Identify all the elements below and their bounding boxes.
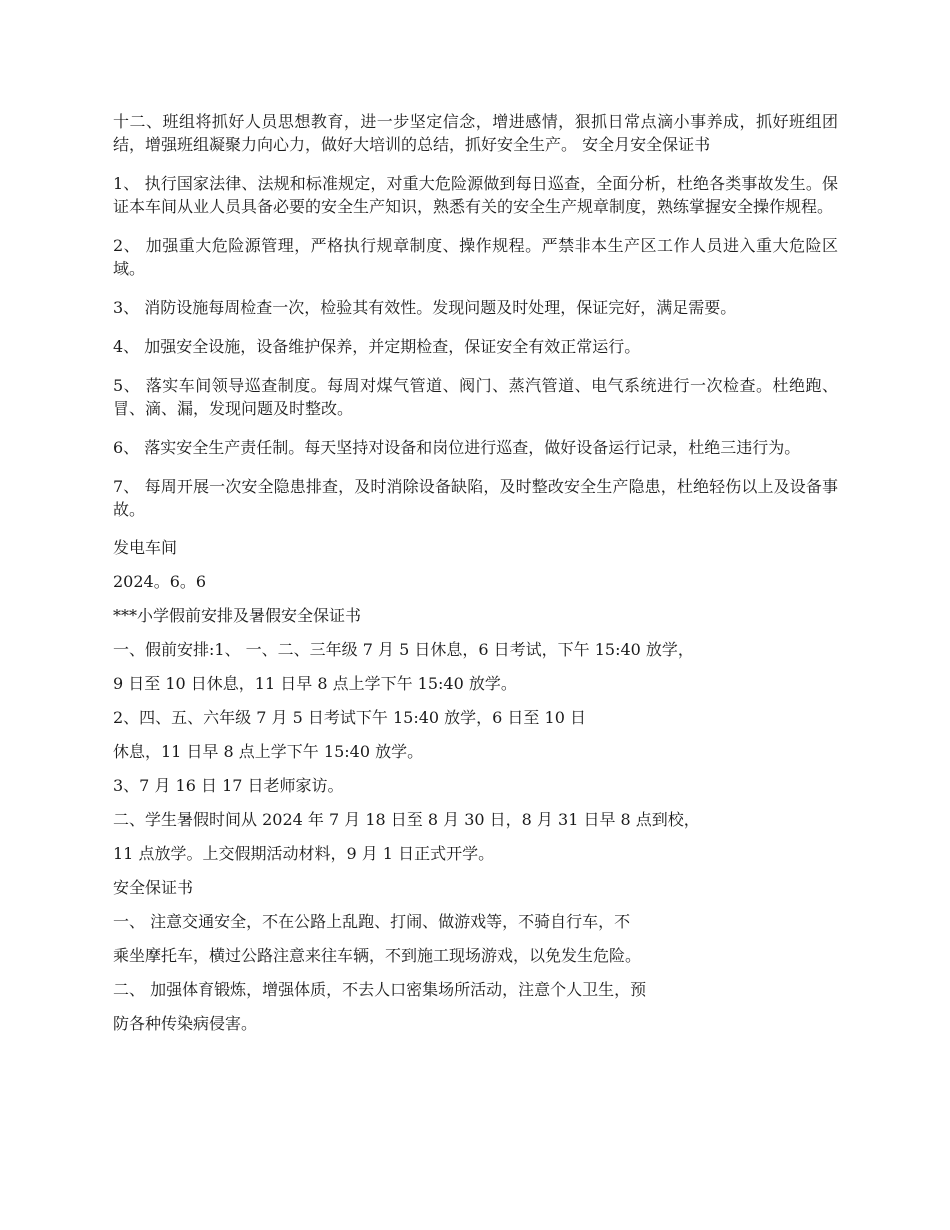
- section-title-safety: 安全保证书: [113, 878, 194, 897]
- section-title-school: ***小学假前安排及暑假安全保证书: [113, 606, 362, 625]
- text-line: 二、学生暑假时间从 2024 年 7 月 18 日至 8 月 30 日，8 月 31 日早 8 点到校，: [113, 810, 700, 829]
- workshop-signature: 发电车间: [113, 538, 178, 557]
- text-line: 9 日至 10 日休息，11 日早 8 点上学下午 15:40 放学。: [113, 674, 517, 693]
- text-line: 2、四、五、六年级 7 月 5 日考试下午 15:40 放学，6 日至 10 日: [113, 708, 586, 727]
- text-line: 二、 加强体育锻炼，增强体质，不去人口密集场所活动，注意个人卫生，预: [113, 980, 647, 999]
- paragraph-item-7: 7、 每周开展一次安全隐患排查，及时消除设备缺陷，及时整改安全生产隐患，杜绝轻伤以上及设备事故。: [113, 477, 838, 519]
- text-line: 11 点放学。上交假期活动材料，9 月 1 日正式开学。: [113, 844, 495, 863]
- text-line: 一、 注意交通安全，不在公路上乱跑、打闹、做游戏等，不骑自行车，不: [113, 912, 631, 931]
- paragraph-team-education: 十二、班组将抓好人员思想教育，进一步坚定信念，增进感情，狠抓日常点滴小事养成，抓好班组团结，增强班组凝聚力向心力，做好大培训的总结，抓好安全生产。 安全月安全保证书: [113, 112, 838, 154]
- paragraph-item-3: 3、 消防设施每周检查一次，检验其有效性。发现问题及时处理，保证完好，满足需要。: [113, 298, 737, 317]
- paragraph-item-1: 1、 执行国家法律、法规和标准规定，对重大危险源做到每日巡查，全面分析，杜绝各类事故发生。保证本车间从业人员具备必要的安全生产知识，熟悉有关的安全生产规章制度，熟练掌握安全操作规程。: [113, 174, 838, 216]
- paragraph-item-2: 2、 加强重大危险源管理，严格执行规章制度、操作规程。严禁非本生产区工作人员进入重大危险区域。: [113, 236, 838, 278]
- text-line: 休息，11 日早 8 点上学下午 15:40 放学。: [113, 742, 424, 761]
- text-line: 一、假前安排:1、 一、二、三年级 7 月 5 日休息，6 日考试，下午 15:40 放学，: [113, 640, 694, 659]
- paragraph-item-6: 6、 落实安全生产责任制。每天坚持对设备和岗位进行巡查，做好设备运行记录，杜绝三违行为。: [113, 438, 801, 457]
- text-line: 乘坐摩托车，横过公路注意来往车辆，不到施工现场游戏，以免发生危险。: [113, 946, 642, 965]
- text-line: 3、7 月 16 日 17 日老师家访。: [113, 776, 344, 795]
- paragraph-item-5: 5、 落实车间领导巡查制度。每周对煤气管道、阀门、蒸汽管道、电气系统进行一次检查。杜绝跑、冒、滴、漏，发现问题及时整改。: [113, 376, 838, 418]
- paragraph-item-4: 4、 加强安全设施，设备维护保养，并定期检查，保证安全有效正常运行。: [113, 337, 641, 356]
- text-line: 防各种传染病侵害。: [113, 1014, 258, 1033]
- signature-date: 2024。6。6: [113, 572, 207, 591]
- document-page: [113, 110, 838, 1047]
